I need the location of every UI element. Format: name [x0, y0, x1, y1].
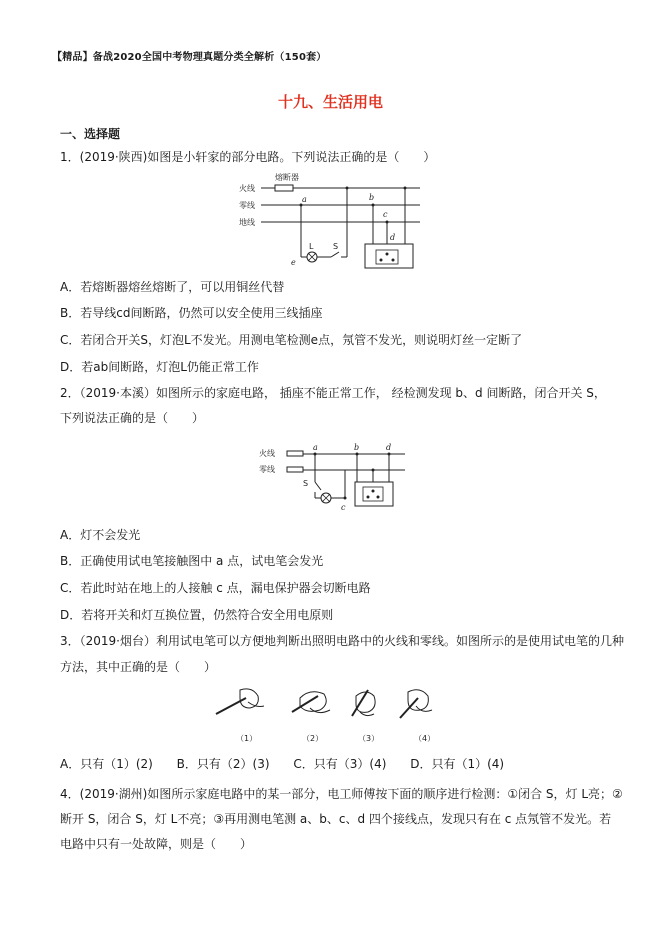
question-4-stem-line2: 断开 S，闭合 S，灯 L不亮；③再用测电笔测 a、b、c、d 四个接线点，发现只有在 c 点氖管不发光。若	[60, 812, 612, 826]
chapter-title: 十九、生活用电	[277, 93, 383, 111]
q1-point-c: c	[383, 210, 388, 219]
question-4-stem-line1: 4．(2019·湖州)如图所示家庭电路中的某一部分，电工师傅按下面的顺序进行检测：①闭合 S，灯 L亮；②	[60, 787, 623, 801]
q2-switch-label: S	[303, 479, 309, 488]
q2-option-d: D．若将开关和灯互换位置，仍然符合安全用电原则	[60, 608, 334, 622]
q2-option-a: A．灯不会发光	[60, 528, 141, 542]
method-4-label: （4）	[414, 734, 436, 743]
q1-fuse-label: 熔断器	[275, 173, 299, 182]
q2-option-b: B．正确使用试电笔接触图中 a 点，试电笔会发光	[60, 554, 324, 568]
method-3-label: （3）	[358, 734, 380, 743]
question-2-circuit-diagram	[255, 442, 415, 522]
q2-point-b: b	[354, 443, 360, 452]
q2-point-a: a	[313, 443, 318, 452]
q1-neutral-wire-label: 零线	[239, 201, 255, 210]
question-3-stem-line1: 3．（2019·烟台）利用试电笔可以方便地判断出照明电路中的火线和零线。如图所示的是使用试电笔的几种	[60, 634, 624, 648]
question-1-stem: 1．(2019·陕西)如图是小轩家的部分电路。下列说法正确的是（ ）	[60, 150, 436, 164]
method-2-label: （2）	[302, 734, 324, 743]
q2-neutral-wire-label: 零线	[259, 465, 275, 474]
q3-options-row	[60, 756, 524, 772]
q1-switch-label: S	[333, 242, 339, 251]
q1-point-e: e	[291, 258, 296, 267]
q2-point-d: d	[386, 443, 392, 452]
q1-lamp-label: L	[309, 242, 314, 251]
q1-ground-wire-label: 地线	[239, 218, 255, 227]
test-pen-method-4	[400, 690, 435, 743]
fuse-symbol	[275, 185, 293, 191]
q3-option-a: A．只有（1）(2)	[60, 757, 153, 771]
q2-live-wire-label: 火线	[259, 449, 275, 458]
q3-option-d: D．只有（1）(4)	[410, 757, 505, 771]
question-4-stem-line3: 电路中只有一处故障，则是（ ）	[60, 837, 253, 851]
question-3-test-pen-figure	[210, 684, 450, 746]
question-1-circuit-diagram	[235, 172, 425, 272]
q1-option-b: B．若导线cd间断路，仍然可以安全使用三线插座	[60, 306, 323, 320]
test-pen-method-2	[292, 692, 330, 743]
q1-option-d: D．若ab间断路，灯泡L仍能正常工作	[60, 360, 259, 374]
question-2-stem-line1: 2．（2019·本溪）如图所示的家庭电路， 插座不能正常工作， 经检测发现 b、d 间断路，闭合开关 S，	[60, 386, 606, 400]
q3-option-c: C．只有（3）(4)	[293, 757, 387, 771]
q1-point-b: b	[369, 193, 375, 202]
switch-symbol	[331, 252, 339, 257]
q2-point-c: c	[341, 503, 346, 512]
test-pen-method-1	[216, 689, 264, 743]
q2-option-c: C．若此时站在地上的人接触 c 点，漏电保护器会切断电路	[60, 581, 371, 595]
test-pen-method-3	[352, 690, 379, 743]
section-heading: 一、选择题	[60, 127, 121, 141]
q1-live-wire-label: 火线	[239, 184, 255, 193]
question-3-stem-line2: 方法，其中正确的是（ ）	[60, 660, 217, 674]
method-1-label: （1）	[236, 734, 258, 743]
q1-point-d: d	[390, 233, 396, 242]
q1-option-a: A．若熔断器熔丝熔断了，可以用铜丝代替	[60, 280, 285, 294]
q1-point-a: a	[302, 195, 307, 204]
q1-option-c: C．若闭合开关S，灯泡L不发光。用测电笔检测e点，氖管不发光，则说明灯丝一定断了	[60, 333, 523, 347]
question-2-stem-line2: 下列说法正确的是（ ）	[60, 411, 205, 425]
document-header: 【精品】备战2020全国中考物理真题分类全解析（150套）	[52, 52, 327, 63]
q3-option-b: B．只有（2）(3)	[176, 757, 270, 771]
